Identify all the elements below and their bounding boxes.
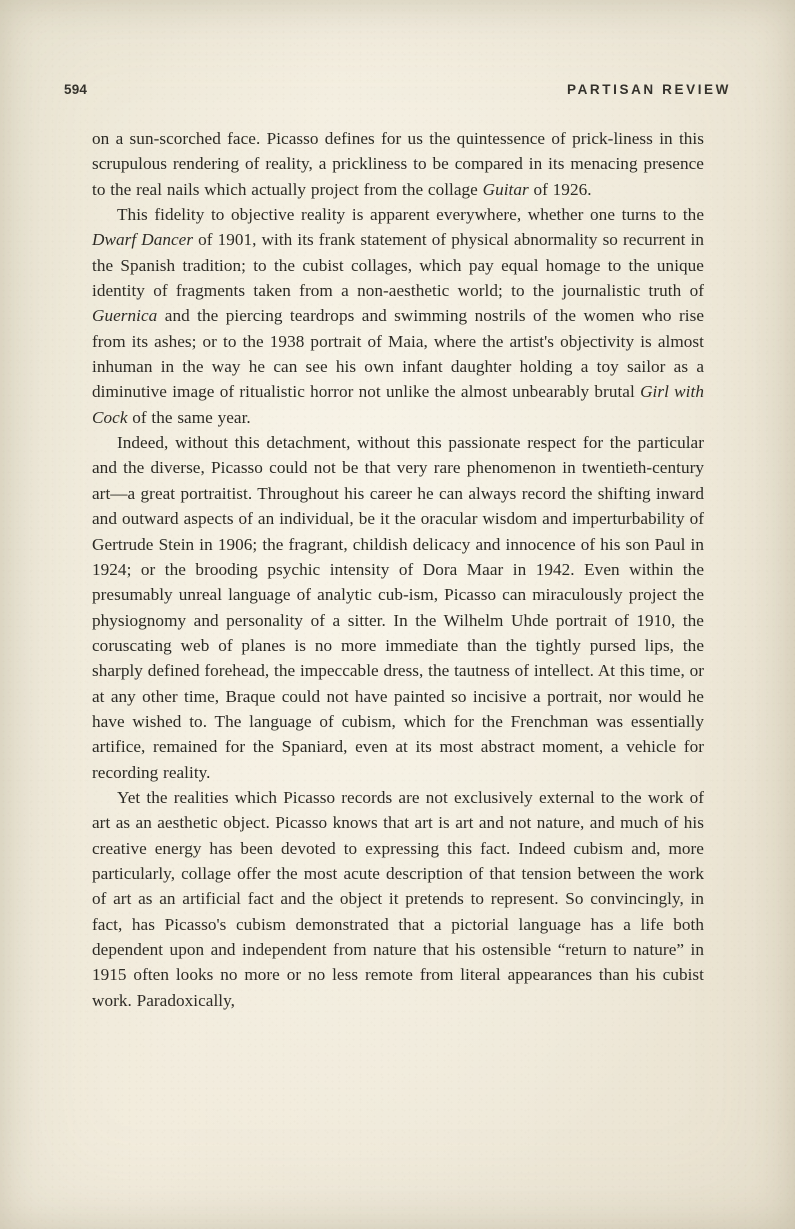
italic-title: Guitar	[482, 179, 529, 199]
paragraph	[92, 126, 704, 202]
text-run: Indeed, without this detachment, without this passionate respect for the particular and the diverse, Picasso could not be that very rare phenomenon in twentieth-century art—a great portraitist. Throughout his career he can always record the shifting inward and outward aspects of an individual, be it the oracular wisdom and imperturbability of Gertrude Stein in 1906; the fragrant, childish delicacy and innocence of his son Paul in 1924; or the brooding psychic intensity of Dora Maar in 1942. Even within the presumably unreal language of analytic cub-ism, Picasso can miraculously project the physiognomy and personality of a sitter. In the Wilhelm Uhde portrait of 1910, the coruscating web of planes is no more immediate than the tightly pursed lips, the sharply defined forehead, the impeccable dress, the tautness of intellect. At this time, or at any other time, Braque could not have painted so incisive a portrait, nor would he have wished to. The language of cubism, which for the Frenchman was essentially artifice, remained for the Spaniard, even at its most abstract moment, a vehicle for recording reality.	[92, 433, 704, 782]
italic-title: Guernica	[92, 306, 158, 326]
running-head: PARTISAN REVIEW	[566, 82, 731, 97]
text-run: and the piercing teardrops and swimming nostrils of the women who rise from its ashes; or to the 1938 portrait of Maia, where the artist's objectivity is almost inhuman in the way he can see his own infant daughter holding a toy sailor as a diminutive image of ritualistic horror not unlike the almost unbearably brutal	[92, 306, 704, 402]
text-run: This fidelity to objective reality is apparent everywhere, whether one turns to the	[117, 205, 704, 225]
text-run: Yet the realities which Picasso records are not exclusively external to the work of art as an aesthetic object. Picasso knows that art is art and not nature, and much of his creative energy has been devoted to expressing this fact. Indeed cubism and, more particularly, collage offer the most acute description of that tension between the work of art as an artificial fact and the object it pretends to represent. So convincingly, in fact, has Picasso's cubism demonstrated that a pictorial language has a life both dependent upon and independent from nature that his ostensible “return to nature” in 1915 often looks no more or no less remote from literal appearances than his cubist work. Paradoxically,	[92, 787, 704, 1010]
text-run: of 1901, with its frank statement of physical abnormality so recurrent in the Spanish tradition; to the cubist collages, which pay equal homage to the unique identity of fragments taken from a non-aesthetic world; to the journalistic truth of	[92, 230, 704, 301]
page-number: 594	[64, 82, 88, 97]
text-run: of the same year.	[127, 407, 251, 427]
italic-title: Girl with Cock	[92, 382, 704, 427]
body-text-column	[92, 126, 704, 1013]
paragraph	[92, 430, 704, 785]
text-run: of 1926.	[528, 179, 592, 199]
paragraph	[92, 785, 704, 1013]
paragraph	[92, 202, 704, 430]
text-run: on a sun-scorched face. Picasso defines for us the quintessence of prick-liness in this scrupulous rendering of reality, a prickliness to be compared in its menacing presence to the real nails which actually project from the collage	[92, 129, 704, 199]
page-header	[64, 82, 731, 104]
italic-title: Dwarf Dancer	[92, 230, 194, 250]
